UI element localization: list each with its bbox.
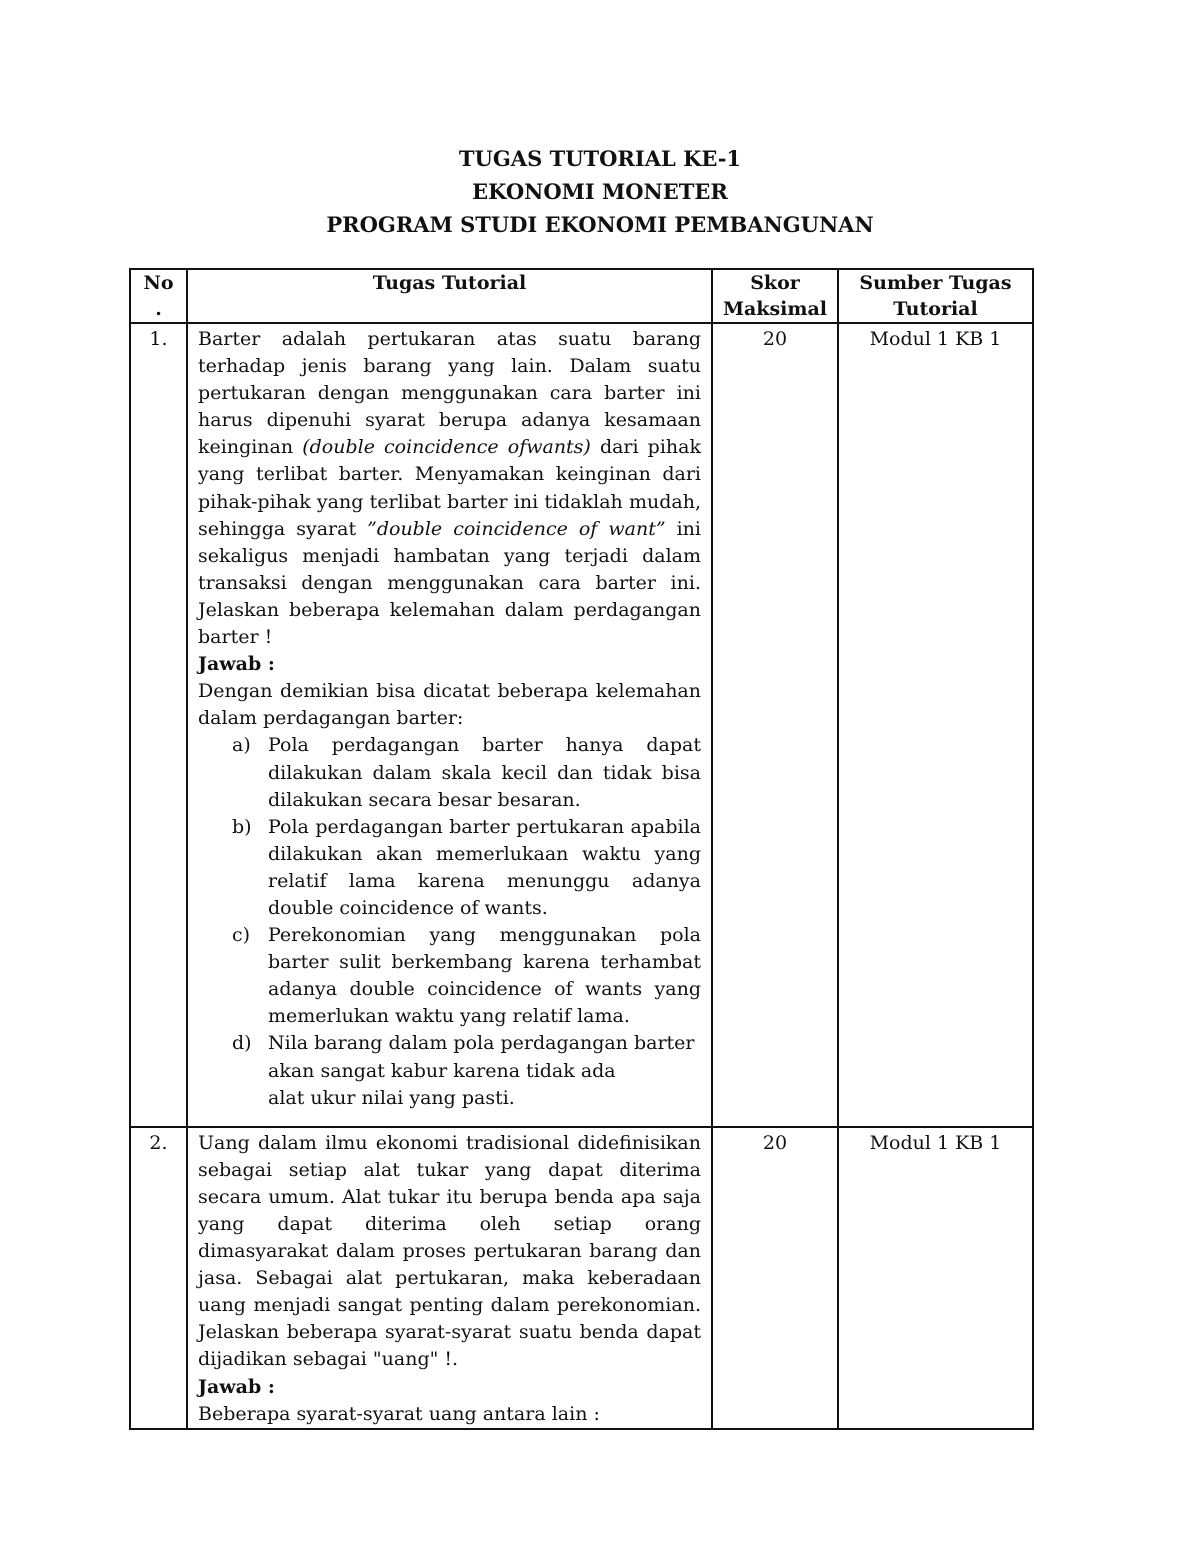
title-line-1: TUGAS TUTORIAL KE-1 [458,146,742,171]
document-title-block [0,142,1200,241]
header-skor-maksimal: Skor Maksimal [712,269,838,323]
header-no: No . [130,269,187,323]
row-number: 1. [130,323,187,1127]
table-header-row [130,269,1033,323]
question-part: Barter adalah pertukaran atas suatu barang terhadap jenis barang yang lain. Dalam suatu pertukaran dengan menggunakan cara barter ini harus dipenuhi syarat berupa adanya kesamaan keinginan [198,328,701,459]
title-line-3: PROGRAM STUDI EKONOMI PEMBANGUNAN [326,212,874,237]
task-cell [187,1127,712,1429]
header-sumber-tugas: Sumber Tugas Tutorial [838,269,1033,323]
list-item-text: Pola perdagangan barter hanya dapat dilakukan dalam skala kecil dan tidak bisa dilakukan secara besar besaran. [268,734,701,811]
answer-intro: Beberapa syarat-syarat uang antara lain : [198,1402,600,1425]
task-cell [187,323,712,1127]
list-marker: c) [232,924,251,947]
question-text [198,326,701,651]
title-line-2: EKONOMI MONETER [472,179,728,204]
list-item [198,814,701,922]
list-item-text: Perekonomian yang menggunakan pola barter sulit berkembang karena terhambat adanya double coincidence of wants yang memerlukan waktu yang relatif lama. [268,924,701,1028]
score-cell: 20 [712,323,838,1127]
list-continuation: alat ukur nilai yang pasti. [268,1086,515,1109]
list-item [198,732,701,813]
list-marker: b) [232,815,252,838]
list-item [198,922,701,1030]
question-part: dari pihak yang terlibat barter. Menyamakan keinginan dari pihak-pihak yang terlibat barter ini tidaklah mudah, sehingga syarat [198,436,701,540]
question-italic: ”double coincidence of want” [367,517,666,540]
question-italic: (double coincidence ofwants) [302,436,591,459]
answer-label: Jawab : [198,653,275,676]
score-cell: 20 [712,1127,838,1429]
header-tugas-tutorial: Tugas Tutorial [187,269,712,323]
question-part: ini sekaligus menjadi hambatan yang terjadi dalam transaksi dengan menggunakan cara barter ini. Jelaskan beberapa kelemahan dalam perdagangan barter ! [198,517,701,649]
answer-list [198,732,701,1084]
list-item [198,1030,701,1084]
tutorial-table [129,268,1034,1430]
list-marker: a) [232,734,251,757]
answer-label: Jawab : [198,1375,275,1398]
answer-intro: Dengan demikian bisa dicatat beberapa kelemahan dalam perdagangan barter: [198,680,701,730]
table-row [130,1127,1033,1429]
source-cell: Modul 1 KB 1 [838,323,1033,1127]
list-item-text: Pola perdagangan barter pertukaran apabila dilakukan akan memerlukaan waktu yang relatif lama karena menunggu adanya double coincidence of wants. [268,815,701,919]
list-marker: d) [232,1032,252,1055]
source-cell: Modul 1 KB 1 [838,1127,1033,1429]
list-item-text: Nila barang dalam pola perdagangan barter akan sangat kabur karena tidak ada [268,1032,695,1082]
question-text: Uang dalam ilmu ekonomi tradisional didefinisikan sebagai setiap alat tukar yang dapat diterima secara umum. Alat tukar itu berupa benda apa saja yang dapat diterima oleh setiap orang dimasyarakat dalam proses pertukaran barang dan jasa. Sebagai alat pertukaran, maka keberadaan uang menjadi sangat penting dalam perekonomian. Jelaskan beberapa syarat-syarat suatu benda dapat dijadikan sebagai "uang" !. [198,1131,701,1371]
row-number: 2. [130,1127,187,1429]
table-row [130,323,1033,1127]
